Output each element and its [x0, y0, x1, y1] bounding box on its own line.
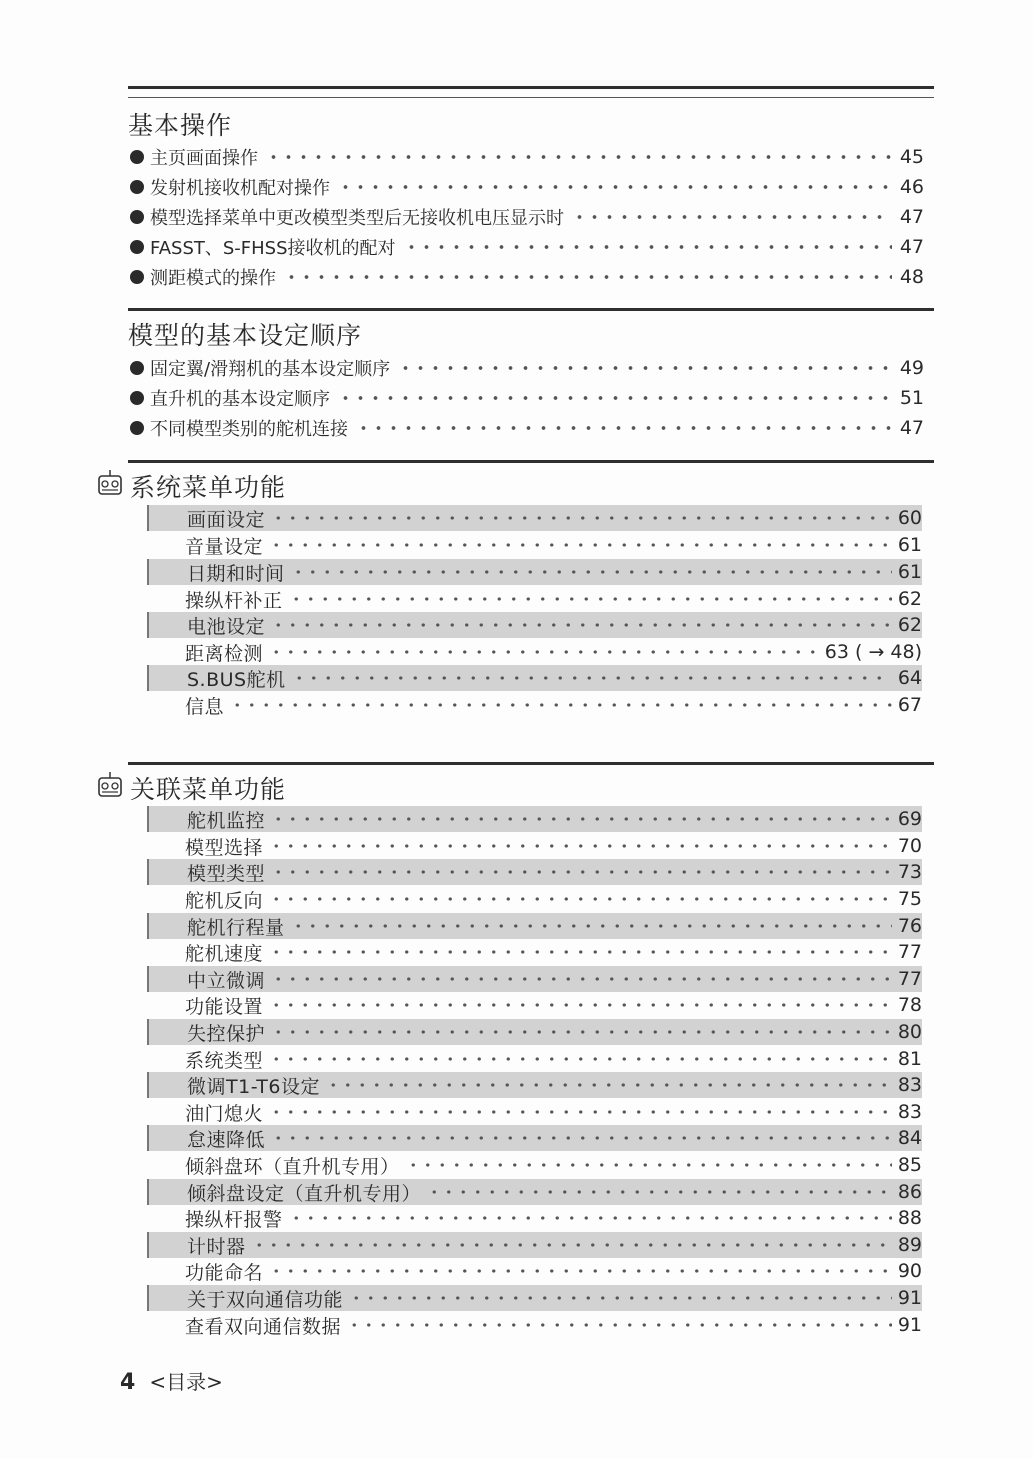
leader-dots — [291, 559, 892, 585]
leader-dots — [349, 1285, 892, 1311]
leader-dots — [289, 586, 892, 612]
menu-entry-label: 倾斜盘设定（直升机专用） — [187, 1182, 422, 1205]
leader-dots — [338, 172, 892, 202]
toc-entry-label: 固定翼/滑翔机的基本设定顺序 — [150, 359, 391, 380]
menu-entry[interactable] — [147, 532, 922, 558]
menu-entry-label: S.BUS舵机 — [187, 668, 286, 691]
menu-entry-label: 模型选择 — [185, 836, 264, 859]
toc-entry-page: 47 — [899, 236, 924, 258]
menu-entry-page: 61 — [897, 561, 922, 583]
leader-dots — [269, 532, 892, 558]
toc-entry-label: FASST、S-FHSS接收机的配对 — [150, 238, 396, 259]
toc-entry-label: 直升机的基本设定顺序 — [150, 389, 330, 410]
bullet-icon — [130, 240, 144, 254]
toc-entry-label: 不同模型类别的舵机连接 — [150, 419, 348, 440]
menu-entry[interactable] — [147, 966, 922, 992]
menu-entry-page: 76 — [897, 915, 922, 937]
menu-entry[interactable] — [147, 1125, 922, 1151]
footer-label: <目录> — [149, 1370, 223, 1394]
leader-dots — [271, 1019, 892, 1045]
menu-entry[interactable] — [147, 1099, 922, 1125]
menu-entry[interactable] — [147, 612, 922, 638]
top-rule — [128, 86, 934, 89]
menu-entry[interactable] — [147, 859, 922, 885]
menu-entry-page: 90 — [897, 1260, 922, 1282]
menu-entry-page: 80 — [897, 1021, 922, 1043]
menu-entry-page: 63 ( → 48) — [824, 641, 922, 663]
bullet-icon — [130, 361, 144, 375]
bullet-icon — [130, 421, 144, 435]
menu-entry-label: 系统类型 — [185, 1049, 264, 1072]
page-footer — [120, 1366, 223, 1395]
leader-dots — [326, 1072, 892, 1098]
toc-entry-page: 49 — [899, 357, 924, 379]
menu-entry[interactable] — [147, 913, 922, 939]
menu-entry-page: 67 — [897, 694, 922, 716]
leader-dots — [292, 665, 892, 691]
page-number: 4 — [120, 1370, 136, 1395]
section-rule — [128, 762, 934, 765]
leader-dots — [269, 1099, 892, 1125]
toc-entry[interactable] — [130, 172, 924, 202]
menu-entry-label: 模型类型 — [187, 862, 266, 885]
menu-entry[interactable] — [147, 505, 922, 531]
menu-entry[interactable] — [147, 1152, 922, 1178]
section-title-system-menu: 系统菜单功能 — [130, 473, 287, 502]
menu-entry[interactable] — [147, 639, 922, 665]
menu-entry-label: 查看双向通信数据 — [185, 1315, 342, 1338]
menu-entry-label: 日期和时间 — [187, 562, 285, 585]
menu-entry[interactable] — [147, 1232, 922, 1258]
menu-entry[interactable] — [147, 939, 922, 965]
leader-dots — [398, 353, 892, 383]
menu-entry-page: 77 — [897, 941, 922, 963]
toc-entry-label: 模型选择菜单中更改模型类型后无接收机电压显示时 — [150, 208, 564, 229]
leader-dots — [404, 232, 892, 262]
leader-dots — [356, 413, 892, 443]
menu-entry-page: 83 — [897, 1074, 922, 1096]
menu-entry-label: 中立微调 — [187, 969, 266, 992]
section-title-linkage-menu: 关联菜单功能 — [130, 775, 287, 804]
menu-entry[interactable] — [147, 886, 922, 912]
leader-dots — [291, 913, 892, 939]
top-rule-thin — [128, 97, 934, 98]
toc-entry[interactable] — [130, 142, 924, 172]
leader-dots — [271, 612, 892, 638]
menu-entry-label: 微调T1-T6设定 — [187, 1075, 321, 1098]
menu-entry[interactable] — [147, 1285, 922, 1311]
toc-entry-page: 47 — [899, 206, 924, 228]
toc-entry[interactable] — [130, 413, 924, 443]
menu-entry-label: 操纵杆报警 — [185, 1208, 283, 1231]
menu-entry-label: 电池设定 — [187, 615, 266, 638]
toc-entry[interactable] — [130, 383, 924, 413]
menu-entry-page: 77 — [897, 968, 922, 990]
menu-entry[interactable] — [147, 1312, 922, 1338]
menu-entry-page: 84 — [897, 1127, 922, 1149]
menu-entry-label: 舵机反向 — [185, 889, 264, 912]
menu-entry-page: 62 — [897, 588, 922, 610]
menu-entry[interactable] — [147, 1046, 922, 1072]
leader-dots — [427, 1179, 892, 1205]
leader-dots — [271, 859, 892, 885]
menu-entry[interactable] — [147, 806, 922, 832]
menu-entry[interactable] — [147, 992, 922, 1018]
menu-entry[interactable] — [147, 665, 922, 691]
bullet-icon — [130, 150, 144, 164]
menu-entry-page: 78 — [897, 994, 922, 1016]
menu-entry[interactable] — [147, 1179, 922, 1205]
menu-entry-page: 64 — [897, 667, 922, 689]
leader-dots — [289, 1205, 892, 1231]
menu-entry-page: 73 — [897, 861, 922, 883]
menu-entry-label: 画面设定 — [187, 508, 266, 531]
toc-entry-label: 测距模式的操作 — [150, 268, 276, 289]
leader-dots — [230, 692, 892, 718]
leader-dots — [271, 806, 892, 832]
menu-entry-page: 69 — [897, 808, 922, 830]
menu-entry-label: 倾斜盘环（直升机专用） — [185, 1155, 400, 1178]
menu-entry-label: 怠速降低 — [187, 1128, 266, 1151]
leader-dots — [572, 202, 892, 232]
toc-entry-label: 发射机接收机配对操作 — [150, 178, 330, 199]
menu-entry-page: 81 — [897, 1048, 922, 1070]
bullet-icon — [130, 210, 144, 224]
transmitter-icon — [96, 772, 124, 798]
leader-dots — [269, 639, 819, 665]
leader-dots — [266, 142, 892, 172]
transmitter-icon — [96, 470, 124, 496]
toc-entry-page: 51 — [899, 387, 924, 409]
toc-entry-page: 46 — [899, 176, 924, 198]
leader-dots — [406, 1152, 892, 1178]
menu-entry-label: 舵机行程量 — [187, 916, 285, 939]
menu-entry-label: 功能命名 — [185, 1261, 264, 1284]
leader-dots — [269, 886, 892, 912]
menu-entry-label: 舵机速度 — [185, 942, 264, 965]
toc-entry-label: 主页画面操作 — [150, 148, 258, 169]
toc-entry[interactable] — [130, 353, 924, 383]
menu-entry-label: 油门熄火 — [185, 1102, 264, 1125]
menu-entry-label: 计时器 — [187, 1235, 246, 1258]
leader-dots — [269, 833, 892, 859]
toc-entry-page: 48 — [899, 266, 924, 288]
menu-entry-page: 62 — [897, 614, 922, 636]
menu-entry-page: 91 — [897, 1314, 922, 1336]
menu-entry[interactable] — [147, 692, 922, 718]
menu-entry[interactable] — [147, 1019, 922, 1045]
section-rule — [128, 308, 934, 311]
menu-entry[interactable] — [147, 586, 922, 612]
leader-dots — [284, 262, 892, 292]
menu-entry-page: 60 — [897, 507, 922, 529]
bullet-icon — [130, 270, 144, 284]
menu-entry-label: 失控保护 — [187, 1022, 266, 1045]
menu-entry-label: 关于双向通信功能 — [187, 1288, 344, 1311]
menu-entry-page: 85 — [897, 1154, 922, 1176]
menu-entry[interactable] — [147, 833, 922, 859]
menu-entry-page: 86 — [897, 1181, 922, 1203]
leader-dots — [338, 383, 892, 413]
menu-entry-page: 75 — [897, 888, 922, 910]
menu-entry-page: 61 — [897, 534, 922, 556]
section-title-basic-setup: 模型的基本设定顺序 — [128, 321, 363, 350]
menu-entry-label: 功能设置 — [185, 995, 264, 1018]
leader-dots — [271, 505, 892, 531]
menu-entry-label: 舵机监控 — [187, 809, 266, 832]
menu-entry-label: 操纵杆补正 — [185, 589, 283, 612]
bullet-icon — [130, 180, 144, 194]
toc-entry-page: 47 — [899, 417, 924, 439]
toc-entry-page: 45 — [899, 146, 924, 168]
leader-dots — [269, 992, 892, 1018]
section-title-basic-ops: 基本操作 — [128, 111, 233, 140]
leader-dots — [347, 1312, 892, 1338]
leader-dots — [269, 939, 892, 965]
leader-dots — [271, 966, 892, 992]
toc-entry[interactable] — [130, 202, 924, 232]
menu-entry[interactable] — [147, 559, 922, 585]
section-rule — [128, 460, 934, 463]
menu-entry-page: 83 — [897, 1101, 922, 1123]
leader-dots — [269, 1046, 892, 1072]
menu-entry-page: 70 — [897, 835, 922, 857]
toc-entry[interactable] — [130, 262, 924, 292]
menu-entry[interactable] — [147, 1205, 922, 1231]
leader-dots — [252, 1232, 892, 1258]
menu-entry-page: 91 — [897, 1287, 922, 1309]
menu-entry[interactable] — [147, 1072, 922, 1098]
menu-entry-page: 88 — [897, 1207, 922, 1229]
leader-dots — [269, 1258, 892, 1284]
toc-entry[interactable] — [130, 232, 924, 262]
menu-entry-label: 音量设定 — [185, 535, 264, 558]
menu-entry[interactable] — [147, 1258, 922, 1284]
leader-dots — [271, 1125, 892, 1151]
menu-entry-page: 89 — [897, 1234, 922, 1256]
bullet-icon — [130, 391, 144, 405]
menu-entry-label: 信息 — [185, 695, 225, 718]
menu-entry-label: 距离检测 — [185, 642, 264, 665]
